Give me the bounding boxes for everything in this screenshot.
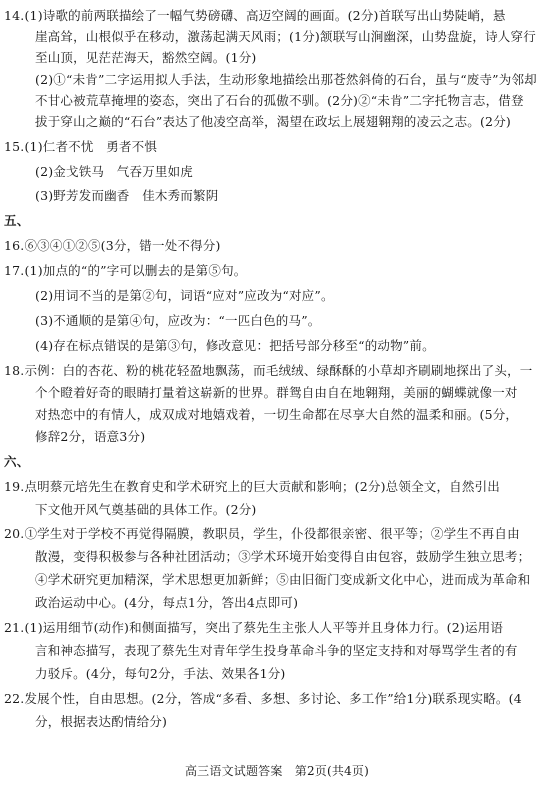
q20-line-3: ④学术研究更加精深，学术思想更加新鲜；⑤由旧衙门变成新文化中心，进而成为革命和: [35, 572, 531, 587]
q17-line-3: (3)不通顺的是第④句，应改为：“一匹白色的马”。: [35, 313, 321, 328]
page-footer: 高三语文试题答案 第2页(共4页): [184, 764, 370, 778]
q18-line-3: 对热恋中的有情人，成双成对地嬉戏着，一切生命都在尽享大自然的温柔和丽。(5分，: [35, 407, 519, 422]
q20-line-4: 政治运动中心。(4分，每点1分，答出4点即可): [35, 595, 299, 610]
q21-line-1: 21.(1)运用细节(动作)和侧面描写，突出了蔡先生主张人人平等并且身体力行。(2)运用语: [4, 620, 504, 635]
q14-line-5: 不甘心被荒草掩埋的姿态，突出了石台的孤傲不驯。(2分)②“未肯”二字托物言志，借登: [35, 93, 524, 108]
q21-line-2: 言和神态描写，表现了蔡先生对青年学生投身革命斗争的坚定支持和对辱骂学生者的有: [35, 643, 518, 658]
q17-line-4: (4)存在标点错误的是第③句，修改意见：把括号部分移至“的动物”前。: [35, 338, 435, 353]
q19-line-1: 19.点明蔡元培先生在教育史和学术研究上的巨大贡献和影响；(2分)总领全文，自然引出: [4, 479, 500, 494]
q17-line-1: 17.(1)加点的“的”字可以删去的是第⑤句。: [4, 263, 247, 278]
q15-line-2: (2)金戈铁马 气吞万里如虎: [35, 164, 194, 179]
q19-line-2: 下文他开风气奠基础的具体工作。(2分): [35, 502, 257, 517]
q20-line-1: 20.①学生对于学校不再觉得隔膜，教职员，学生，仆役都很亲密、很平等；②学生不再自由: [4, 526, 520, 541]
q18-line-1: 18.示例：白的杏花、粉的桃花轻盈地飘荡，而毛绒绒、绿酥酥的小草却齐刷刷地探出了头，一: [4, 363, 533, 378]
q22-line-1: 22.发展个性，自由思想。(2分，答成“多看、多想、多讨论、多工作”给1分)联系现实略。(4: [4, 691, 522, 706]
q17-line-2: (2)用词不当的是第②句，词语“应对”应改为“对应”。: [35, 288, 334, 303]
q14-line-4: (2)①“未肯”二字运用拟人手法，生动形象地描绘出那苍然斜倚的石台，虽与“废寺”为邻却: [35, 72, 537, 87]
q21-line-3: 力驳斥。(4分，每句2分，手法、效果各1分): [35, 666, 286, 681]
q14-line-2: 崖高耸，山根似乎在移动，激荡起满天风雨；(1分)颔联写山涧幽深，山势盘旋，诗人穿行: [35, 29, 536, 44]
q14-line-6: 拔于穿山之巅的“石台”表达了他凌空高举，渴望在政坛上展翅翱翔的凌云之志。(2分): [35, 114, 511, 129]
section-heading-6: 六、: [4, 454, 30, 469]
section-heading-5: 五、: [4, 213, 30, 228]
q15-line-1: 15.(1)仁者不忧 勇者不惧: [4, 139, 158, 154]
q18-line-4: 修辞2分，语意3分): [35, 429, 146, 444]
q20-line-2: 散漫，变得积极参与各种社团活动；③学术环境开始变得自由包容，鼓励学生独立思考；: [35, 549, 531, 564]
q18-line-2: 个个瞪着好奇的眼睛打量着这崭新的世界。群鸳自由自在地翱翔，美丽的蝴蝶就像一对: [35, 385, 518, 400]
q14-line-3: 至山顶，见茫茫海天，豁然空阔。(1分): [35, 50, 257, 65]
q14-line-1: 14.(1)诗歌的前两联描绘了一幅气势磅礴、高迈空阔的画面。(2分)首联写出山势陡峭，悬: [4, 8, 506, 23]
q15-line-3: (3)野芳发而幽香 佳木秀而繁阴: [35, 188, 219, 203]
q16-line: 16.⑥③④①②⑤(3分，错一处不得分): [4, 238, 221, 253]
q22-line-2: 分，根据表达酌情给分): [35, 714, 168, 729]
